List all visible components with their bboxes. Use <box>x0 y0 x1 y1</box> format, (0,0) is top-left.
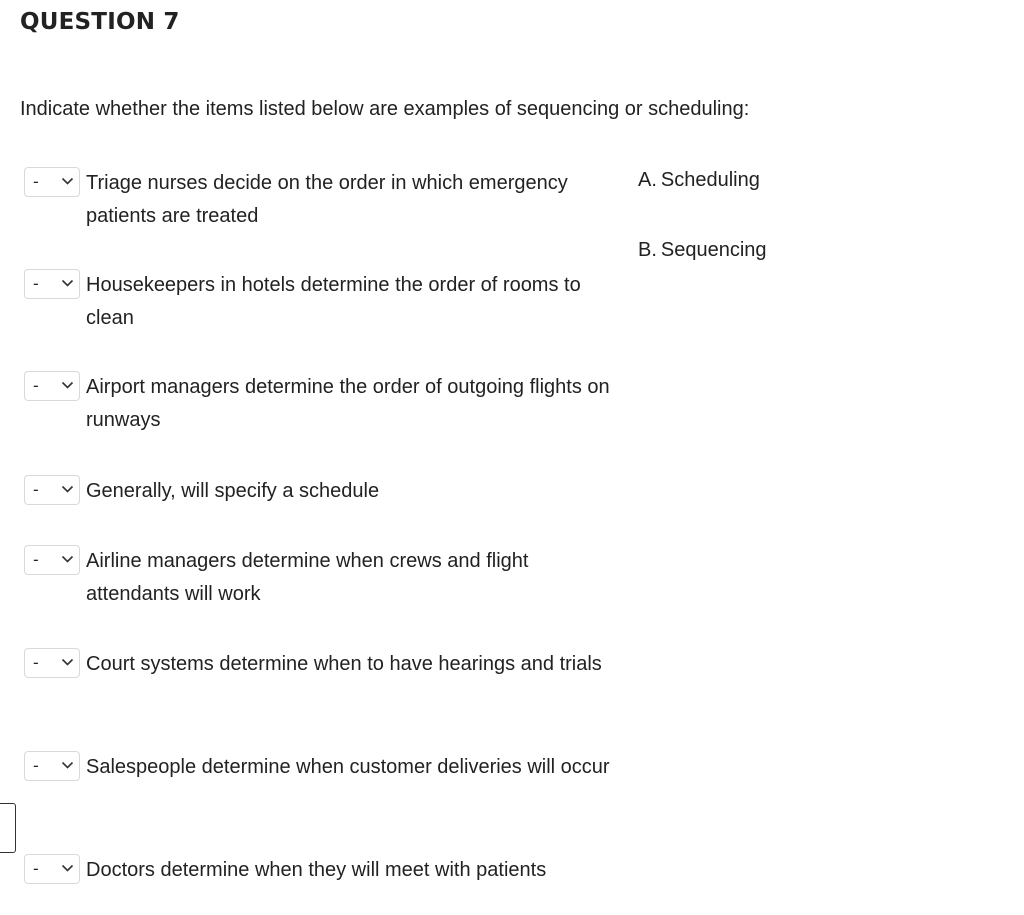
chevron-down-icon <box>61 657 74 667</box>
item-text: Salespeople determine when customer deliveries will occur <box>86 756 610 778</box>
item-text: Airline managers determine when crews and flight attendants will work <box>86 550 529 605</box>
question-title: QUESTION 7 <box>20 9 180 35</box>
chevron-down-icon <box>61 760 74 770</box>
option-letter: B. <box>638 239 657 261</box>
item-text: Airport managers determine the order of outgoing flights on runways <box>86 376 610 431</box>
item-text: Housekeepers in hotels determine the order of rooms to clean <box>86 274 581 329</box>
answer-dropdown[interactable] <box>24 751 80 781</box>
answer-dropdown[interactable] <box>24 545 80 575</box>
item-text: Court systems determine when to have hearings and trials <box>86 653 602 675</box>
dropdown-selected-value: - <box>33 376 39 395</box>
answer-option-b <box>638 239 767 262</box>
dropdown-selected-value: - <box>33 859 39 878</box>
chevron-down-icon <box>61 863 74 873</box>
dropdown-selected-value: - <box>33 756 39 775</box>
answer-dropdown[interactable] <box>24 167 80 197</box>
dropdown-selected-value: - <box>33 550 39 569</box>
chevron-down-icon <box>61 554 74 564</box>
answer-option-a <box>638 169 760 192</box>
chevron-down-icon <box>61 380 74 390</box>
item-text: Doctors determine when they will meet with patients <box>86 859 547 881</box>
chevron-down-icon <box>61 484 74 494</box>
answer-dropdown[interactable] <box>24 648 80 678</box>
chevron-down-icon <box>61 278 74 288</box>
option-label: Sequencing <box>660 239 767 261</box>
answer-dropdown[interactable] <box>24 371 80 401</box>
option-label: Scheduling <box>660 169 760 191</box>
chevron-down-icon <box>61 176 74 186</box>
item-text: Generally, will specify a schedule <box>86 480 380 502</box>
dropdown-selected-value: - <box>33 480 39 499</box>
item-text: Triage nurses decide on the order in which emergency patients are treated <box>86 172 568 227</box>
answer-dropdown[interactable] <box>24 854 80 884</box>
answer-dropdown[interactable] <box>24 475 80 505</box>
dropdown-selected-value: - <box>33 274 39 293</box>
dropdown-selected-value: - <box>33 172 39 191</box>
option-letter: A. <box>638 169 657 191</box>
answer-dropdown[interactable] <box>24 269 80 299</box>
question-instructions: Indicate whether the items listed below are examples of sequencing or scheduling: <box>20 98 750 120</box>
left-edge-panel <box>0 803 16 853</box>
dropdown-selected-value: - <box>33 653 39 672</box>
